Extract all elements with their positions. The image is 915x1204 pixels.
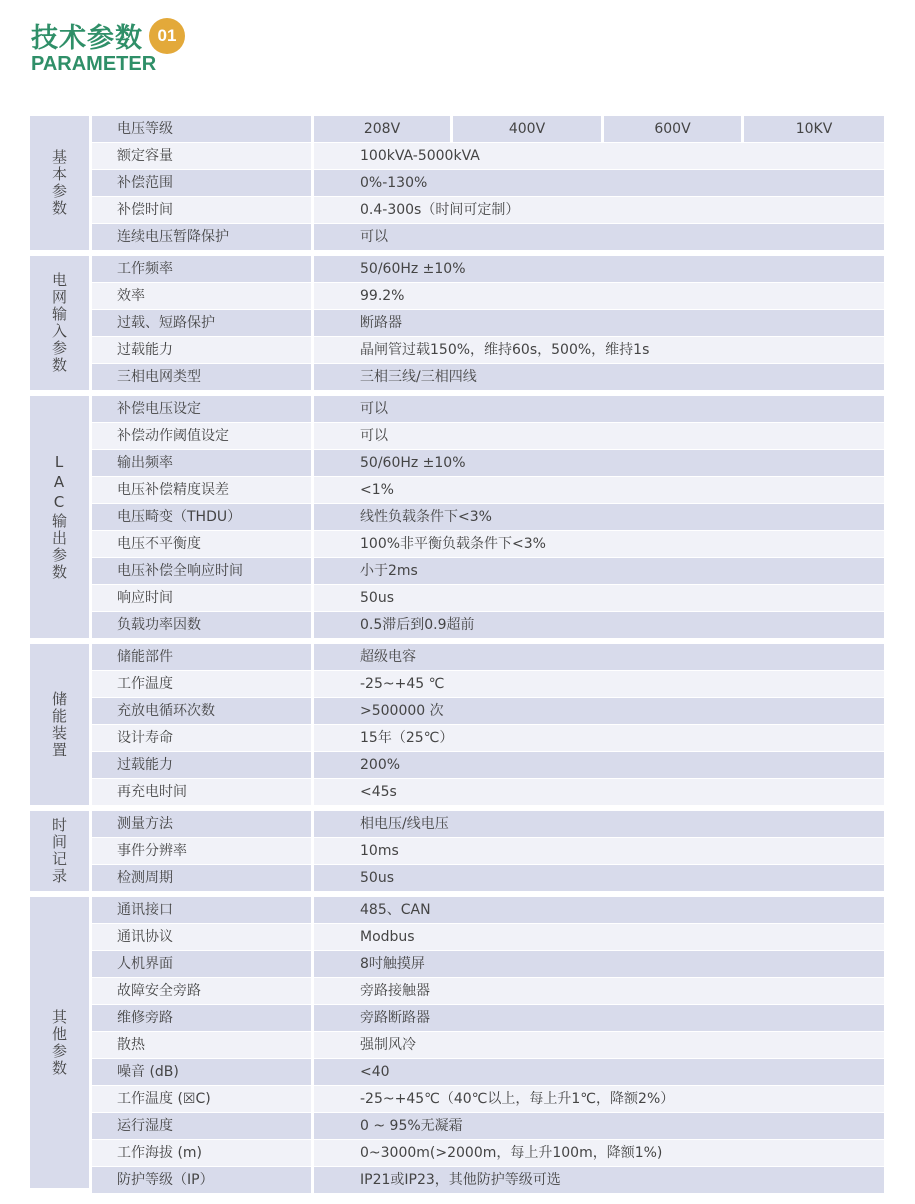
param-group <box>30 811 884 897</box>
param-name: 通讯接口 <box>92 897 314 923</box>
param-name: 人机界面 <box>92 951 314 977</box>
param-value: 可以 <box>314 423 884 449</box>
group-label-text: 电网输入参数 <box>50 272 68 374</box>
param-value: 50/60Hz ±10% <box>314 256 884 282</box>
param-value: 485、CAN <box>314 897 884 923</box>
voltage-level-value: 400V <box>453 116 604 142</box>
param-value: 可以 <box>314 224 884 250</box>
group-label-text: 储能装置 <box>50 690 68 759</box>
table-row <box>92 671 884 698</box>
param-name: 过载能力 <box>92 337 314 363</box>
table-row <box>92 531 884 558</box>
group-rows <box>92 256 884 396</box>
table-row <box>92 1086 884 1113</box>
table-row <box>92 752 884 779</box>
param-value: 8吋触摸屏 <box>314 951 884 977</box>
param-name: 工作海拔 (m) <box>92 1140 314 1166</box>
table-row <box>92 1059 884 1086</box>
param-value: 超级电容 <box>314 644 884 670</box>
param-value: 三相三线/三相四线 <box>314 364 884 390</box>
param-name: 电压不平衡度 <box>92 531 314 557</box>
group-rows <box>92 396 884 644</box>
table-row <box>92 838 884 865</box>
param-value: 可以 <box>314 396 884 422</box>
param-value: 50us <box>314 865 884 891</box>
param-value: 0%-130% <box>314 170 884 196</box>
param-name: 效率 <box>92 283 314 309</box>
title-row <box>31 16 185 55</box>
param-value: <1% <box>314 477 884 503</box>
param-value: 小于2ms <box>314 558 884 584</box>
table-row <box>92 1167 884 1194</box>
param-value: 强制风冷 <box>314 1032 884 1058</box>
table-row <box>92 224 884 256</box>
group-rows <box>92 897 884 1194</box>
param-value: 50/60Hz ±10% <box>314 450 884 476</box>
table-row <box>92 811 884 838</box>
group-label-text: 其他参数 <box>50 1008 68 1077</box>
param-value: 99.2% <box>314 283 884 309</box>
section-number-badge: 01 <box>149 18 185 54</box>
table-row <box>92 504 884 531</box>
table-row <box>92 558 884 585</box>
table-row <box>92 116 884 143</box>
parameter-table <box>30 116 884 1194</box>
param-name: 过载能力 <box>92 752 314 778</box>
table-row <box>92 1005 884 1032</box>
table-row <box>92 698 884 725</box>
param-name: 测量方法 <box>92 811 314 837</box>
param-value: 100%非平衡负载条件下<3% <box>314 531 884 557</box>
group-label <box>30 811 92 897</box>
group-rows <box>92 644 884 811</box>
param-value: 晶闸管过载150%，维持60s，500%，维持1s <box>314 337 884 363</box>
param-group <box>30 256 884 396</box>
param-value: Modbus <box>314 924 884 950</box>
param-value: 0.4-300s（时间可定制） <box>314 197 884 223</box>
group-label <box>30 897 92 1194</box>
page-subtitle: PARAMETER <box>31 53 157 75</box>
param-name: 维修旁路 <box>92 1005 314 1031</box>
param-name: 再充电时间 <box>92 779 314 805</box>
table-row <box>92 197 884 224</box>
table-row <box>92 1032 884 1059</box>
voltage-level-value: 10KV <box>744 116 884 142</box>
table-row <box>92 924 884 951</box>
param-value: 0 ~ 95%无凝霜 <box>314 1113 884 1139</box>
param-name: 电压补偿全响应时间 <box>92 558 314 584</box>
group-label <box>30 644 92 811</box>
voltage-level-value: 600V <box>604 116 744 142</box>
param-name: 负载功率因数 <box>92 612 314 638</box>
table-row <box>92 337 884 364</box>
param-value: 15年（25℃） <box>314 725 884 751</box>
table-row <box>92 644 884 671</box>
param-name: 过载、短路保护 <box>92 310 314 336</box>
param-name: 工作温度 <box>92 671 314 697</box>
param-name: 充放电循环次数 <box>92 698 314 724</box>
param-group <box>30 644 884 811</box>
group-label <box>30 256 92 396</box>
group-label-text: LAC输出参数 <box>50 453 68 581</box>
param-value: 断路器 <box>314 310 884 336</box>
param-value: 旁路接触器 <box>314 978 884 1004</box>
group-label-text: 基本参数 <box>50 149 68 217</box>
table-row <box>92 725 884 752</box>
page-header <box>31 16 185 76</box>
param-group <box>30 116 884 256</box>
param-name: 连续电压暂降保护 <box>92 224 314 250</box>
param-name: 电压等级 <box>92 116 314 142</box>
param-group <box>30 396 884 644</box>
param-name: 补偿电压设定 <box>92 396 314 422</box>
param-name: 通讯协议 <box>92 924 314 950</box>
param-value: 0~3000m(>2000m，每上升100m，降额1%) <box>314 1140 884 1166</box>
table-row <box>92 585 884 612</box>
table-row <box>92 779 884 811</box>
param-name: 故障安全旁路 <box>92 978 314 1004</box>
group-rows <box>92 811 884 897</box>
param-name: 设计寿命 <box>92 725 314 751</box>
param-name: 响应时间 <box>92 585 314 611</box>
table-row <box>92 283 884 310</box>
param-name: 防护等级（IP） <box>92 1167 314 1193</box>
param-value: 线性负载条件下<3% <box>314 504 884 530</box>
param-value: 旁路断路器 <box>314 1005 884 1031</box>
table-row <box>92 450 884 477</box>
param-name: 补偿动作阈值设定 <box>92 423 314 449</box>
param-value: 相电压/线电压 <box>314 811 884 837</box>
param-name: 额定容量 <box>92 143 314 169</box>
table-row <box>92 1140 884 1167</box>
param-name: 事件分辨率 <box>92 838 314 864</box>
param-name: 补偿范围 <box>92 170 314 196</box>
table-row <box>92 978 884 1005</box>
param-value: 0.5滞后到0.9超前 <box>314 612 884 638</box>
param-name: 补偿时间 <box>92 197 314 223</box>
param-value: 100kVA-5000kVA <box>314 143 884 169</box>
page-title: 技术参数 <box>31 23 143 54</box>
table-row <box>92 1113 884 1140</box>
param-value: 200% <box>314 752 884 778</box>
table-row <box>92 612 884 644</box>
table-row <box>92 256 884 283</box>
param-name: 储能部件 <box>92 644 314 670</box>
table-row <box>92 423 884 450</box>
param-value: <40 <box>314 1059 884 1085</box>
param-value: -25~+45℃（40℃以上，每上升1℃，降额2%） <box>314 1086 884 1112</box>
group-label <box>30 396 92 644</box>
table-row <box>92 143 884 170</box>
table-row <box>92 396 884 423</box>
param-value: 50us <box>314 585 884 611</box>
param-name: 三相电网类型 <box>92 364 314 390</box>
param-name: 检测周期 <box>92 865 314 891</box>
param-name: 电压畸变（THDU） <box>92 504 314 530</box>
param-name: 噪音 (dB) <box>92 1059 314 1085</box>
param-name: 工作频率 <box>92 256 314 282</box>
param-value: <45s <box>314 779 884 805</box>
group-rows <box>92 116 884 256</box>
group-label-text: 时间记录 <box>50 817 68 885</box>
param-name: 运行湿度 <box>92 1113 314 1139</box>
param-value: 10ms <box>314 838 884 864</box>
voltage-level-value: 208V <box>314 116 453 142</box>
table-row <box>92 477 884 504</box>
param-value: IP21或IP23，其他防护等级可选 <box>314 1167 884 1193</box>
param-name: 输出频率 <box>92 450 314 476</box>
table-row <box>92 364 884 396</box>
param-group <box>30 897 884 1194</box>
param-name: 散热 <box>92 1032 314 1058</box>
table-row <box>92 865 884 897</box>
table-row <box>92 951 884 978</box>
group-label <box>30 116 92 256</box>
param-name: 工作温度 (☒C) <box>92 1086 314 1112</box>
param-value: >500000 次 <box>314 698 884 724</box>
table-row <box>92 310 884 337</box>
table-row <box>92 170 884 197</box>
param-name: 电压补偿精度误差 <box>92 477 314 503</box>
param-value: -25~+45 ℃ <box>314 671 884 697</box>
table-row <box>92 897 884 924</box>
